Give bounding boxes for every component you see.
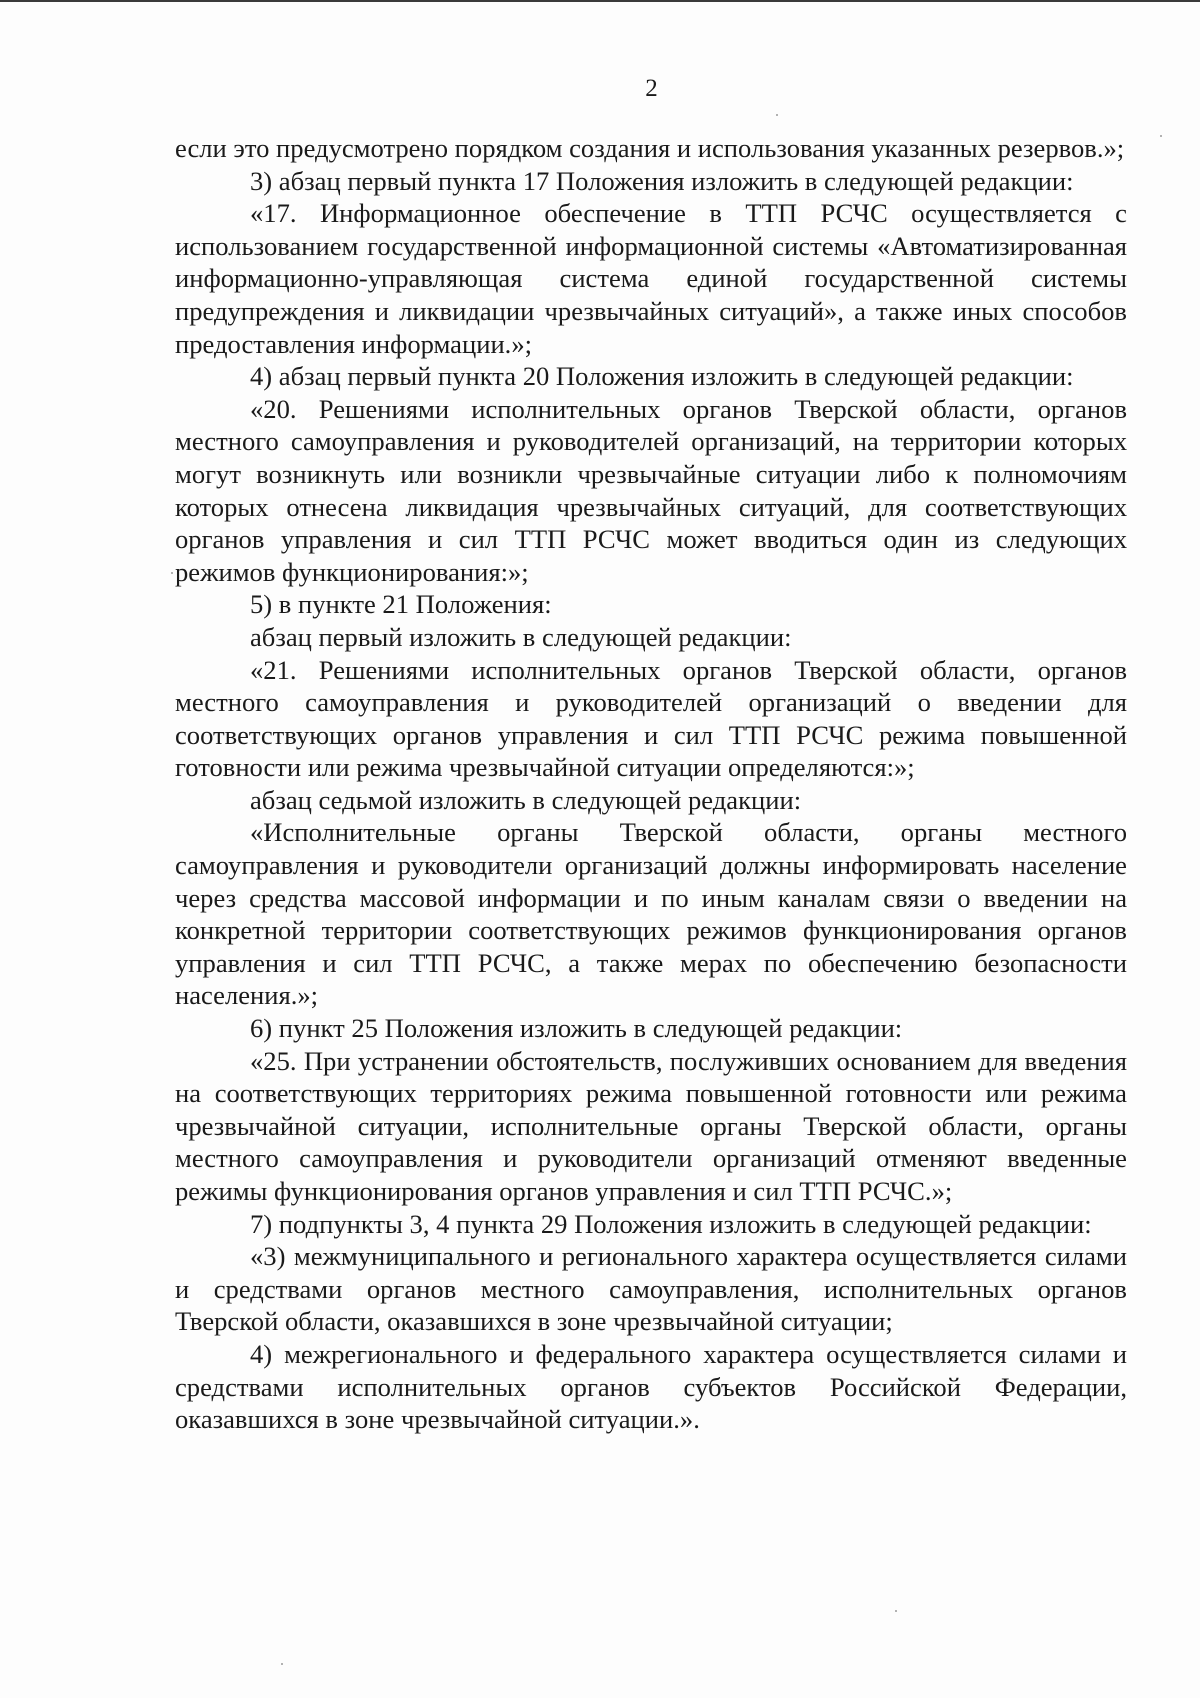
scan-speck (776, 114, 778, 116)
paragraph: «Исполнительные органы Тверской области, органы местного самоуправления и руководители организаций должны информировать население через средства массовой информации и по иным каналам связи о введении на конкретной территории соответствующих режимов функционирования органов управления и сил ТТП РСЧС, а также мерах по обеспечению безопасности населения.»; (175, 817, 1127, 1011)
paragraph: «17. Информационное обеспечение в ТТП РСЧС осуществляется с использованием государственной информационной системы «Автоматизированная информационно-управляющая система единой государственной системы предупреждения и ликвидации чрезвычайных ситуаций», а также иных способов предоставления информации.»; (175, 198, 1127, 359)
paragraph: 4) абзац первый пункта 20 Положения изложить в следующей редакции: (250, 361, 1074, 392)
paragraph: абзац первый изложить в следующей редакции: (250, 621, 792, 652)
scan-top-edge (0, 0, 1200, 2)
paragraph: 4) межрегионального и федерального характера осуществляется силами и средствами исполнительных органов субъектов Российской Федерации, оказавшихся в зоне чрезвычайной ситуации.». (175, 1338, 1127, 1435)
scan-speck (1160, 135, 1162, 137)
page-number: 2 (645, 75, 658, 102)
document-body (175, 132, 1127, 1436)
scan-speck (171, 572, 173, 574)
scan-speck (895, 1610, 897, 1612)
paragraph: «20. Решениями исполнительных органов Тверской области, органов местного самоуправления и руководителей организаций, на территории которых могут возникнуть или возникли чрезвычайные ситуации либо к полномочиям которых отнесена ликвидация чрезвычайных ситуаций, для соответствующих органов управления и сил ТТП РСЧС может вводиться один из следующих режимов функционирования:»; (175, 393, 1127, 587)
paragraph: если это предусмотрено порядком создания и использования указанных резервов.»; (175, 133, 1125, 163)
paragraph: 6) пункт 25 Положения изложить в следующей редакции: (250, 1013, 903, 1044)
paragraph: 7) подпункты 3, 4 пункта 29 Положения изложить в следующей редакции: (250, 1208, 1092, 1239)
paragraph: «21. Решениями исполнительных органов Тверской области, органов местного самоуправления и руководителей организаций о введении для соответствующих органов управления и сил ТТП РСЧС режима повышенной готовности или режима чрезвычайной ситуации определяются:»; (175, 654, 1127, 783)
scan-speck (281, 1663, 283, 1665)
paragraph: 5) в пункте 21 Положения: (250, 589, 552, 620)
paragraph: «25. При устранении обстоятельств, послуживших основанием для введения на соответствующих территориях режима повышенной готовности или режима чрезвычайной ситуации, исполнительные органы Тверской области, органы местного самоуправления и руководители организаций отменяют введенные режимы функционирования органов управления и сил ТТП РСЧС.»; (175, 1045, 1127, 1206)
paragraph: «3) межмуниципального и регионального характера осуществляется силами и средствами органов местного самоуправления, исполнительных органов Тверской области, оказавшихся в зоне чрезвычайной ситуации; (175, 1241, 1127, 1337)
paragraph: абзац седьмой изложить в следующей редакции: (250, 784, 802, 815)
paragraph: 3) абзац первый пункта 17 Положения изложить в следующей редакции: (250, 165, 1074, 196)
